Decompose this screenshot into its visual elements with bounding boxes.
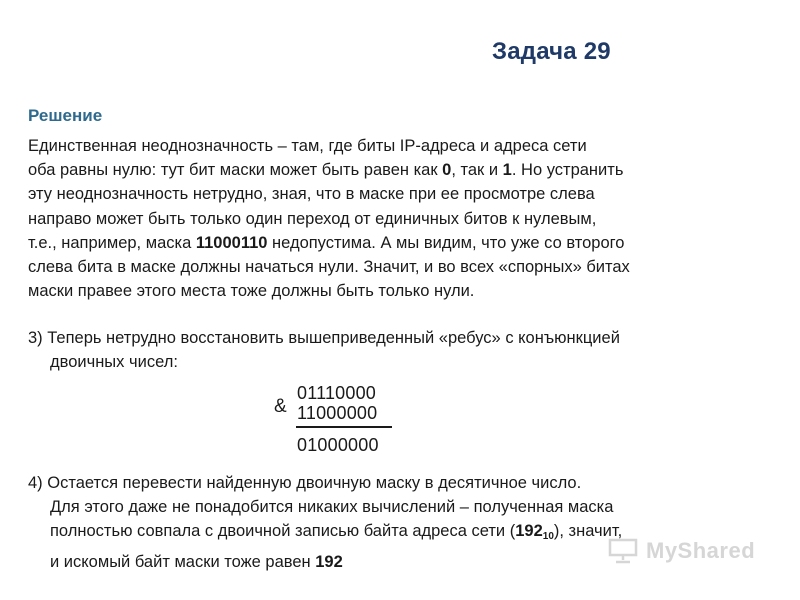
operand-1: 01110000 [297, 383, 377, 403]
text-run: , так и [451, 161, 503, 180]
bold-192: 192 [515, 522, 543, 541]
paragraph-line: двоичных чисел: [50, 353, 178, 372]
paragraph-line [28, 231, 788, 255]
operand-2: 11000000 [297, 403, 378, 423]
explanation-paragraph [28, 134, 788, 303]
text-run: ), значит, [553, 522, 623, 541]
base-subscript: 10 [542, 531, 554, 543]
bold-mask-example: 11000110 [195, 233, 268, 252]
text-run: и искомый байт маски тоже равен [50, 552, 316, 571]
step-3-paragraph [28, 326, 788, 374]
result: 01000000 [297, 435, 379, 455]
paragraph-line: 4) Остается перевести найденную двоичную маску в десятичное число. [28, 474, 582, 492]
paragraph-line [28, 158, 788, 182]
watermark-text: MyShared [646, 538, 756, 563]
text-run: недопустима. А мы видим, что уже со второго [267, 233, 625, 252]
bold-192-final: 192 [315, 552, 343, 571]
paragraph-line: направо может быть только один переход от единичных битов к нулевым, [28, 209, 597, 228]
bold-one: 1 [502, 161, 512, 180]
paragraph-line: эту неоднозначность нетрудно, зная, что в маске при ее просмотре слева [28, 185, 595, 204]
slide-title: Задача 29 [492, 38, 611, 65]
paragraph-line: Единственная неоднозначность – там, где биты IP-адреса и адреса сети [28, 137, 587, 155]
paragraph-line: 3) Теперь нетрудно восстановить вышеприведенный «ребус» с конъюнкцией [28, 329, 620, 347]
text-run: . Но устранить [511, 161, 624, 180]
and-operator: & [274, 396, 287, 417]
bold-zero: 0 [442, 161, 452, 180]
watermark [608, 538, 755, 564]
paragraph-line: маски правее этого места тоже должны быть только нули. [28, 282, 475, 301]
text-run: т.е., например, маска [28, 233, 196, 252]
text-run: полностью совпала с двоичной записью байта адреса сети ( [50, 522, 516, 541]
sum-rule [296, 426, 392, 428]
paragraph-line: слева бита в маске должны начаться нули. Значит, и во всех «спорных» битах [28, 258, 630, 277]
text-run: оба равны нулю: тут бит маски может быть равен как [28, 161, 443, 180]
binary-conjunction [272, 383, 402, 459]
section-heading: Решение [28, 106, 103, 125]
presentation-icon [608, 538, 638, 564]
paragraph-line: Для этого даже не понадобится никаких вычислений – полученная маска [50, 498, 614, 517]
